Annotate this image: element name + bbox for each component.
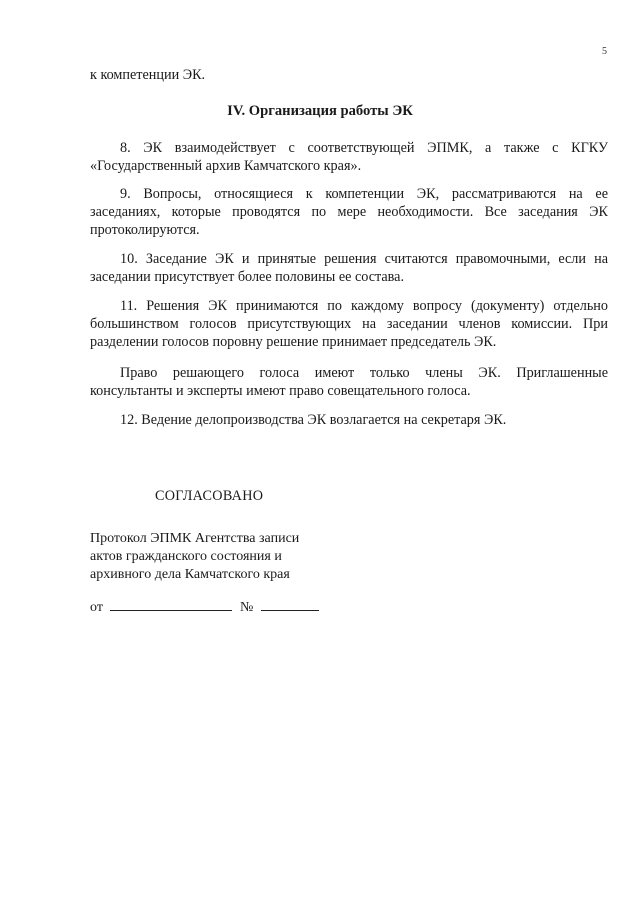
protocol-line-1: Протокол ЭПМК Агентства записи	[90, 531, 300, 546]
paragraph-11: 11. Решения ЭК принимаются по каждому вопросу (документу) отдельно большинством голосов присутствующих на заседании членов комиссии. При разделении голосов поровну решение принимает председатель ЭК.	[90, 298, 608, 350]
paragraph-8: 8. ЭК взаимодействует с соответствующей ЭПМК, а также с КГКУ «Государственный архив Камчатского края».	[90, 140, 608, 174]
page-number: 5	[602, 46, 607, 57]
from-label: от	[90, 600, 103, 615]
protocol-line-2: актов гражданского состояния и	[90, 549, 282, 564]
signoff-line	[90, 596, 323, 616]
date-blank	[110, 596, 232, 611]
protocol-block	[90, 530, 299, 584]
section-heading: IV. Организация работы ЭК	[227, 103, 413, 119]
protocol-line-3: архивного дела Камчатского края	[90, 567, 290, 582]
intro-line: к компетенции ЭК.	[90, 67, 206, 83]
paragraph-10: 10. Заседание ЭК и принятые решения считаются правомочными, если на заседании присутствует более половины ее состава.	[90, 251, 608, 285]
number-blank	[261, 596, 319, 611]
paragraph-voting-rights: Право решающего голоса имеют только члены ЭК. Приглашенные консультанты и эксперты имеют право совещательного голоса.	[90, 365, 608, 399]
number-sign: №	[239, 600, 254, 615]
paragraph-9: 9. Вопросы, относящиеся к компетенции ЭК, рассматриваются на ее заседаниях, которые проводятся по мере необходимости. Все заседания ЭК протоколируются.	[90, 186, 608, 238]
approval-title: СОГЛАСОВАНО	[155, 488, 264, 504]
paragraph-12: 12. Ведение делопроизводства ЭК возлагается на секретаря ЭК.	[120, 412, 507, 428]
